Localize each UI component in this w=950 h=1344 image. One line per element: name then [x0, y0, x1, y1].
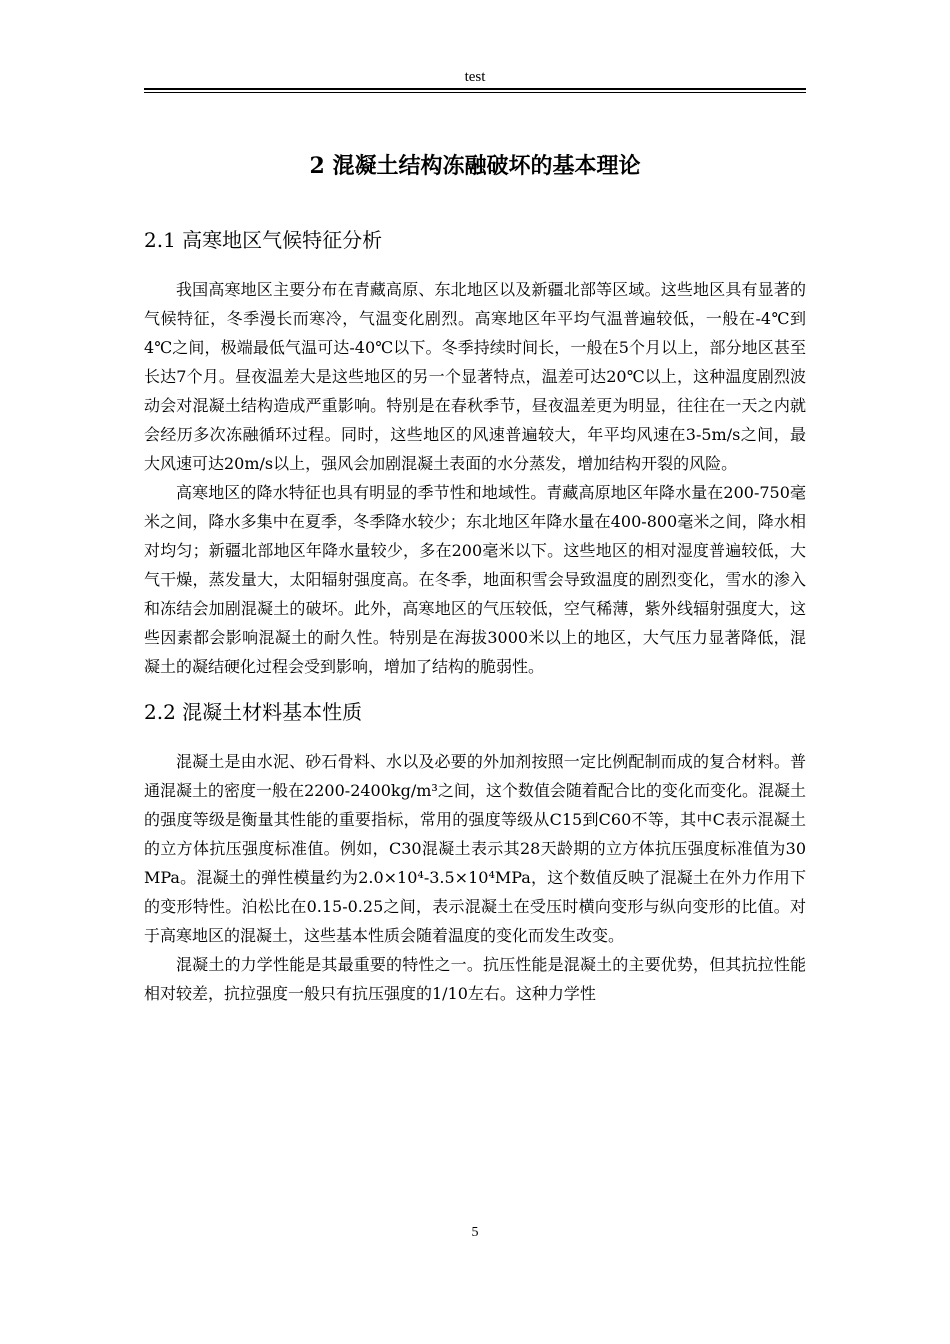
- body-content: [144, 225, 806, 1008]
- paragraph: 混凝土的力学性能是其最重要的特性之一。抗压性能是混凝土的主要优势，但其抗拉性能相对较差，抗拉强度一般只有抗压强度的1/10左右。这种力学性: [144, 955, 806, 1003]
- header-rule-thin: [144, 92, 806, 93]
- header-rule-thick: [144, 88, 806, 90]
- paragraph: 混凝土是由水泥、砂石骨料、水以及必要的外加剂按照一定比例配制而成的复合材料。普通混凝土的密度一般在2200-2400kg/m³之间，这个数值会随着配合比的变化而变化。混凝土的强度等级是衡量其性能的重要指标，常用的强度等级从C15到C60不等，其中C表示混凝土的立方体抗压强度标准值。例如，C30混凝土表示其28天龄期的立方体抗压强度标准值为30MPa。混凝土的弹性模量约为2.0×10⁴-3.5×10⁴MPa，这个数值反映了混凝土在外力作用下的变形特性。泊松比在0.15-0.25之间，表示混凝土在受压时横向变形与纵向变形的比值。对于高寒地区的混凝土，这些基本性质会随着温度的变化而发生改变。: [144, 752, 806, 945]
- paragraph: 我国高寒地区主要分布在青藏高原、东北地区以及新疆北部等区域。这些地区具有显著的气候特征，冬季漫长而寒冷，气温变化剧烈。高寒地区年平均气温普遍较低，一般在-4℃到4℃之间，极端最低气温可达-40℃以下。冬季持续时间长，一般在5个月以上，部分地区甚至长达7个月。昼夜温差大是这些地区的另一个显著特点，温差可达20℃以上，这种温度剧烈波动会对混凝土结构造成严重影响。特别是在春秋季节，昼夜温差更为明显，往往在一天之内就会经历多次冻融循环过程。同时，这些地区的风速普遍较大，年平均风速在3-5m/s之间，最大风速可达20m/s以上，强风会加剧混凝土表面的水分蒸发，增加结构开裂的风险。: [144, 280, 806, 473]
- paragraph: 高寒地区的降水特征也具有明显的季节性和地域性。青藏高原地区年降水量在200-750毫米之间，降水多集中在夏季，冬季降水较少；东北地区年降水量在400-800毫米之间，降水相对均匀；新疆北部地区年降水量较少，多在200毫米以下。这些地区的相对湿度普遍较低，大气干燥，蒸发量大，太阳辐射强度高。在冬季，地面积雪会导致温度的剧烈变化，雪水的渗入和冻结会加剧混凝土的破坏。此外，高寒地区的气压较低，空气稀薄，紫外线辐射强度大，这些因素都会影响混凝土的耐久性。特别是在海拔3000米以上的地区，大气压力显著降低，混凝土的凝结硬化过程会受到影响，增加了结构的脆弱性。: [144, 483, 806, 676]
- running-header: test: [464, 69, 486, 85]
- section-heading: 2.1 高寒地区气候特征分析: [144, 228, 383, 252]
- page-number: 5: [471, 1225, 479, 1240]
- section-heading: 2.2 混凝土材料基本性质: [144, 700, 363, 724]
- chapter-title: 2 混凝土结构冻融破坏的基本理论: [309, 153, 641, 179]
